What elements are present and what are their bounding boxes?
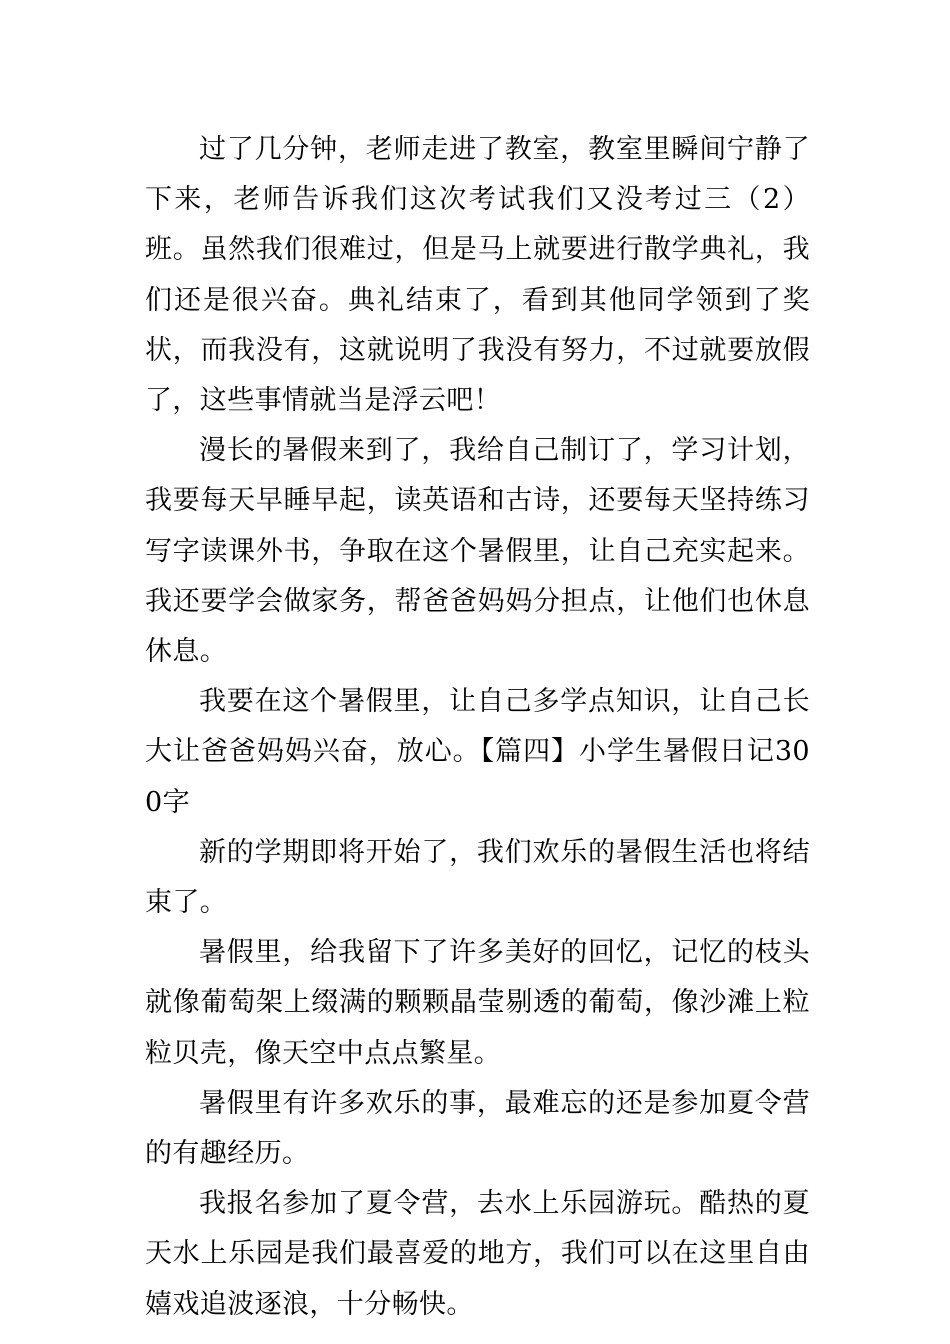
document-body (145, 125, 810, 1330)
paragraph-5: 暑假里，给我留下了许多美好的回忆，记忆的枝头就像葡萄架上缀满的颗颗晶莹剔透的葡萄，像沙滩上粒粒贝壳，像天空中点点繁星。 (145, 937, 810, 1069)
paragraph-6: 暑假里有许多欢乐的事，最难忘的还是参加夏令营的有趣经历。 (145, 1087, 810, 1170)
paragraph-1: 过了几分钟，老师走进了教室，教室里瞬间宁静了下来，老师告诉我们这次考试我们又没考过三（2）班。虽然我们很难过，但是马上就要进行散学典礼，我们还是很兴奋。典礼结束了，看到其他同学领到了奖状，而我没有，这就说明了我没有努力，不过就要放假了，这些事情就当是浮云吧！ (145, 134, 810, 417)
paragraph-2: 漫长的暑假来到了，我给自己制订了，学习计划，我要每天早睡早起，读英语和古诗，还要每天坚持练习写字读课外书，争取在这个暑假里，让自己充实起来。我还要学会做家务，帮爸爸妈妈分担点，让他们也休息休息。 (145, 435, 810, 668)
paragraph-4: 新的学期即将开始了，我们欢乐的暑假生活也将结束了。 (145, 836, 810, 919)
paragraph-7: 我报名参加了夏令营，去水上乐园游玩。酷热的夏天水上乐园是我们最喜爱的地方，我们可以在这里自由嬉戏追波逐浪，十分畅快。 (145, 1188, 810, 1320)
paragraph-3: 我要在这个暑假里，让自己多学点知识，让自己长大让爸爸妈妈兴奋，放心。【篇四】小学生暑假日记300字 (145, 686, 810, 818)
